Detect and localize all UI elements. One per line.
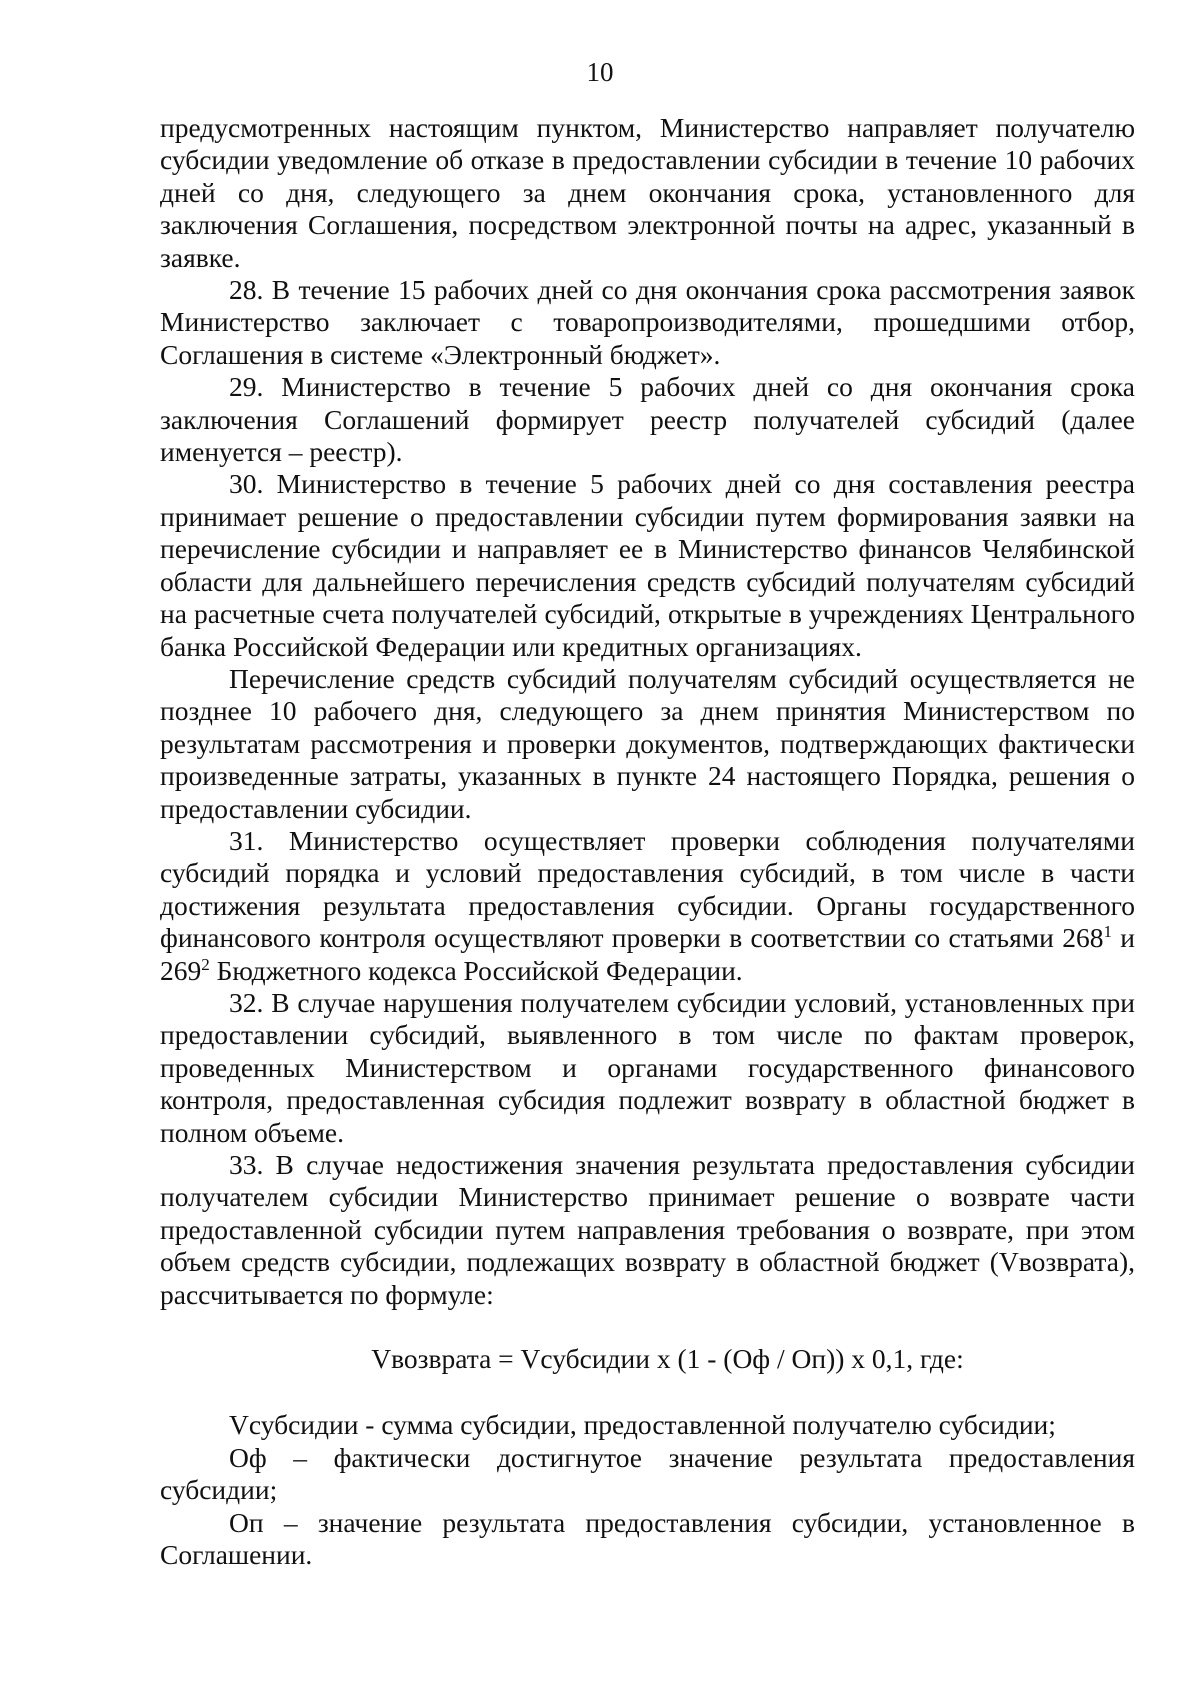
paragraph-31-text-a: 31. Министерство осуществляет проверки соблюдения получателями субсидий порядка и условий предоставления субсидий, в том числе в части достижения результата предоставления субсидии. Органы государственного финансового контроля осуществляют проверки в соответствии со статьями 268: [160, 824, 1135, 954]
definition-op: Оп – значение результата предоставления субсидии, установленное в Соглашении.: [160, 1506, 1135, 1571]
superscript-1: 1: [1103, 922, 1112, 941]
paragraph-29: 29. Министерство в течение 5 рабочих дней со дня окончания срока заключения Соглашений формирует реестр получателей субсидий (далее именуется – реестр).: [160, 371, 1135, 468]
definition-of: Оф – фактически достигнутое значение результата предоставления субсидии;: [160, 1441, 1135, 1506]
paragraph-30: 30. Министерство в течение 5 рабочих дней со дня составления реестра принимает решение о предоставлении субсидии путем формирования заявки на перечисление субсидии и направляет ее в Министерство финансов Челябинской области для дальнейшего перечисления средств субсидий получателям субсидий на расчетные счета получателей субсидий, открытые в учреждениях Центрального банка Российской Федерации или кредитных организациях.: [160, 468, 1135, 662]
definition-v-subsidy: Vсубсидии - сумма субсидии, предоставленной получателю субсидии;: [229, 1409, 1056, 1441]
paragraph-33: 33. В случае недостижения значения результата предоставления субсидии получателем субсидии Министерство принимает решение о возврате части предоставленной субсидии путем направления требования о возврате, при этом объем средств субсидии, подлежащих возврату в областной бюджет (Vвозврата), рассчитывается по формуле:: [160, 1149, 1135, 1310]
paragraph-31-text-c: Бюджетного кодекса Российской Федерации.: [209, 954, 743, 986]
document-body: [160, 112, 1135, 1571]
paragraph-30-transfer: Перечисление средств субсидий получателям субсидий осуществляется не позднее 10 рабочего дня, следующего за днем принятия Министерством по результатам рассмотрения и проверки документов, подтверждающих фактически произведенные затраты, указанных в пункте 24 настоящего Порядка, решения о предоставлении субсидии.: [160, 662, 1135, 824]
paragraph-31: [160, 825, 1135, 987]
superscript-2: 2: [201, 954, 210, 974]
paragraph-continuation: предусмотренных настоящим пунктом, Министерство направляет получателю субсидии уведомление об отказе в предоставлении субсидии в течение 10 рабочих дней со дня, следующего за днем окончания срока, установленного для заключения Соглашения, посредством электронной почты на адрес, указанный в заявке.: [160, 112, 1135, 273]
formula: Vвозврата = Vсубсидии x (1 - (Оф / Оп)) x 0,1, где:: [371, 1343, 964, 1375]
paragraph-32: 32. В случае нарушения получателем субсидии условий, установленных при предоставлении субсидий, выявленного в том числе по фактам проверок, проведенных Министерством и органами государственного финансового контроля, предоставленная субсидия подлежит возврату в областной бюджет в полном объеме.: [160, 986, 1135, 1148]
paragraph-31-text-b: и 269: [160, 922, 1136, 986]
page-number: 10: [586, 57, 614, 87]
paragraph-28: 28. В течение 15 рабочих дней со дня окончания срока рассмотрения заявок Министерство заключает с товаропроизводителями, прошедшими отбор, Соглашения в системе «Электронный бюджет».: [160, 274, 1135, 370]
